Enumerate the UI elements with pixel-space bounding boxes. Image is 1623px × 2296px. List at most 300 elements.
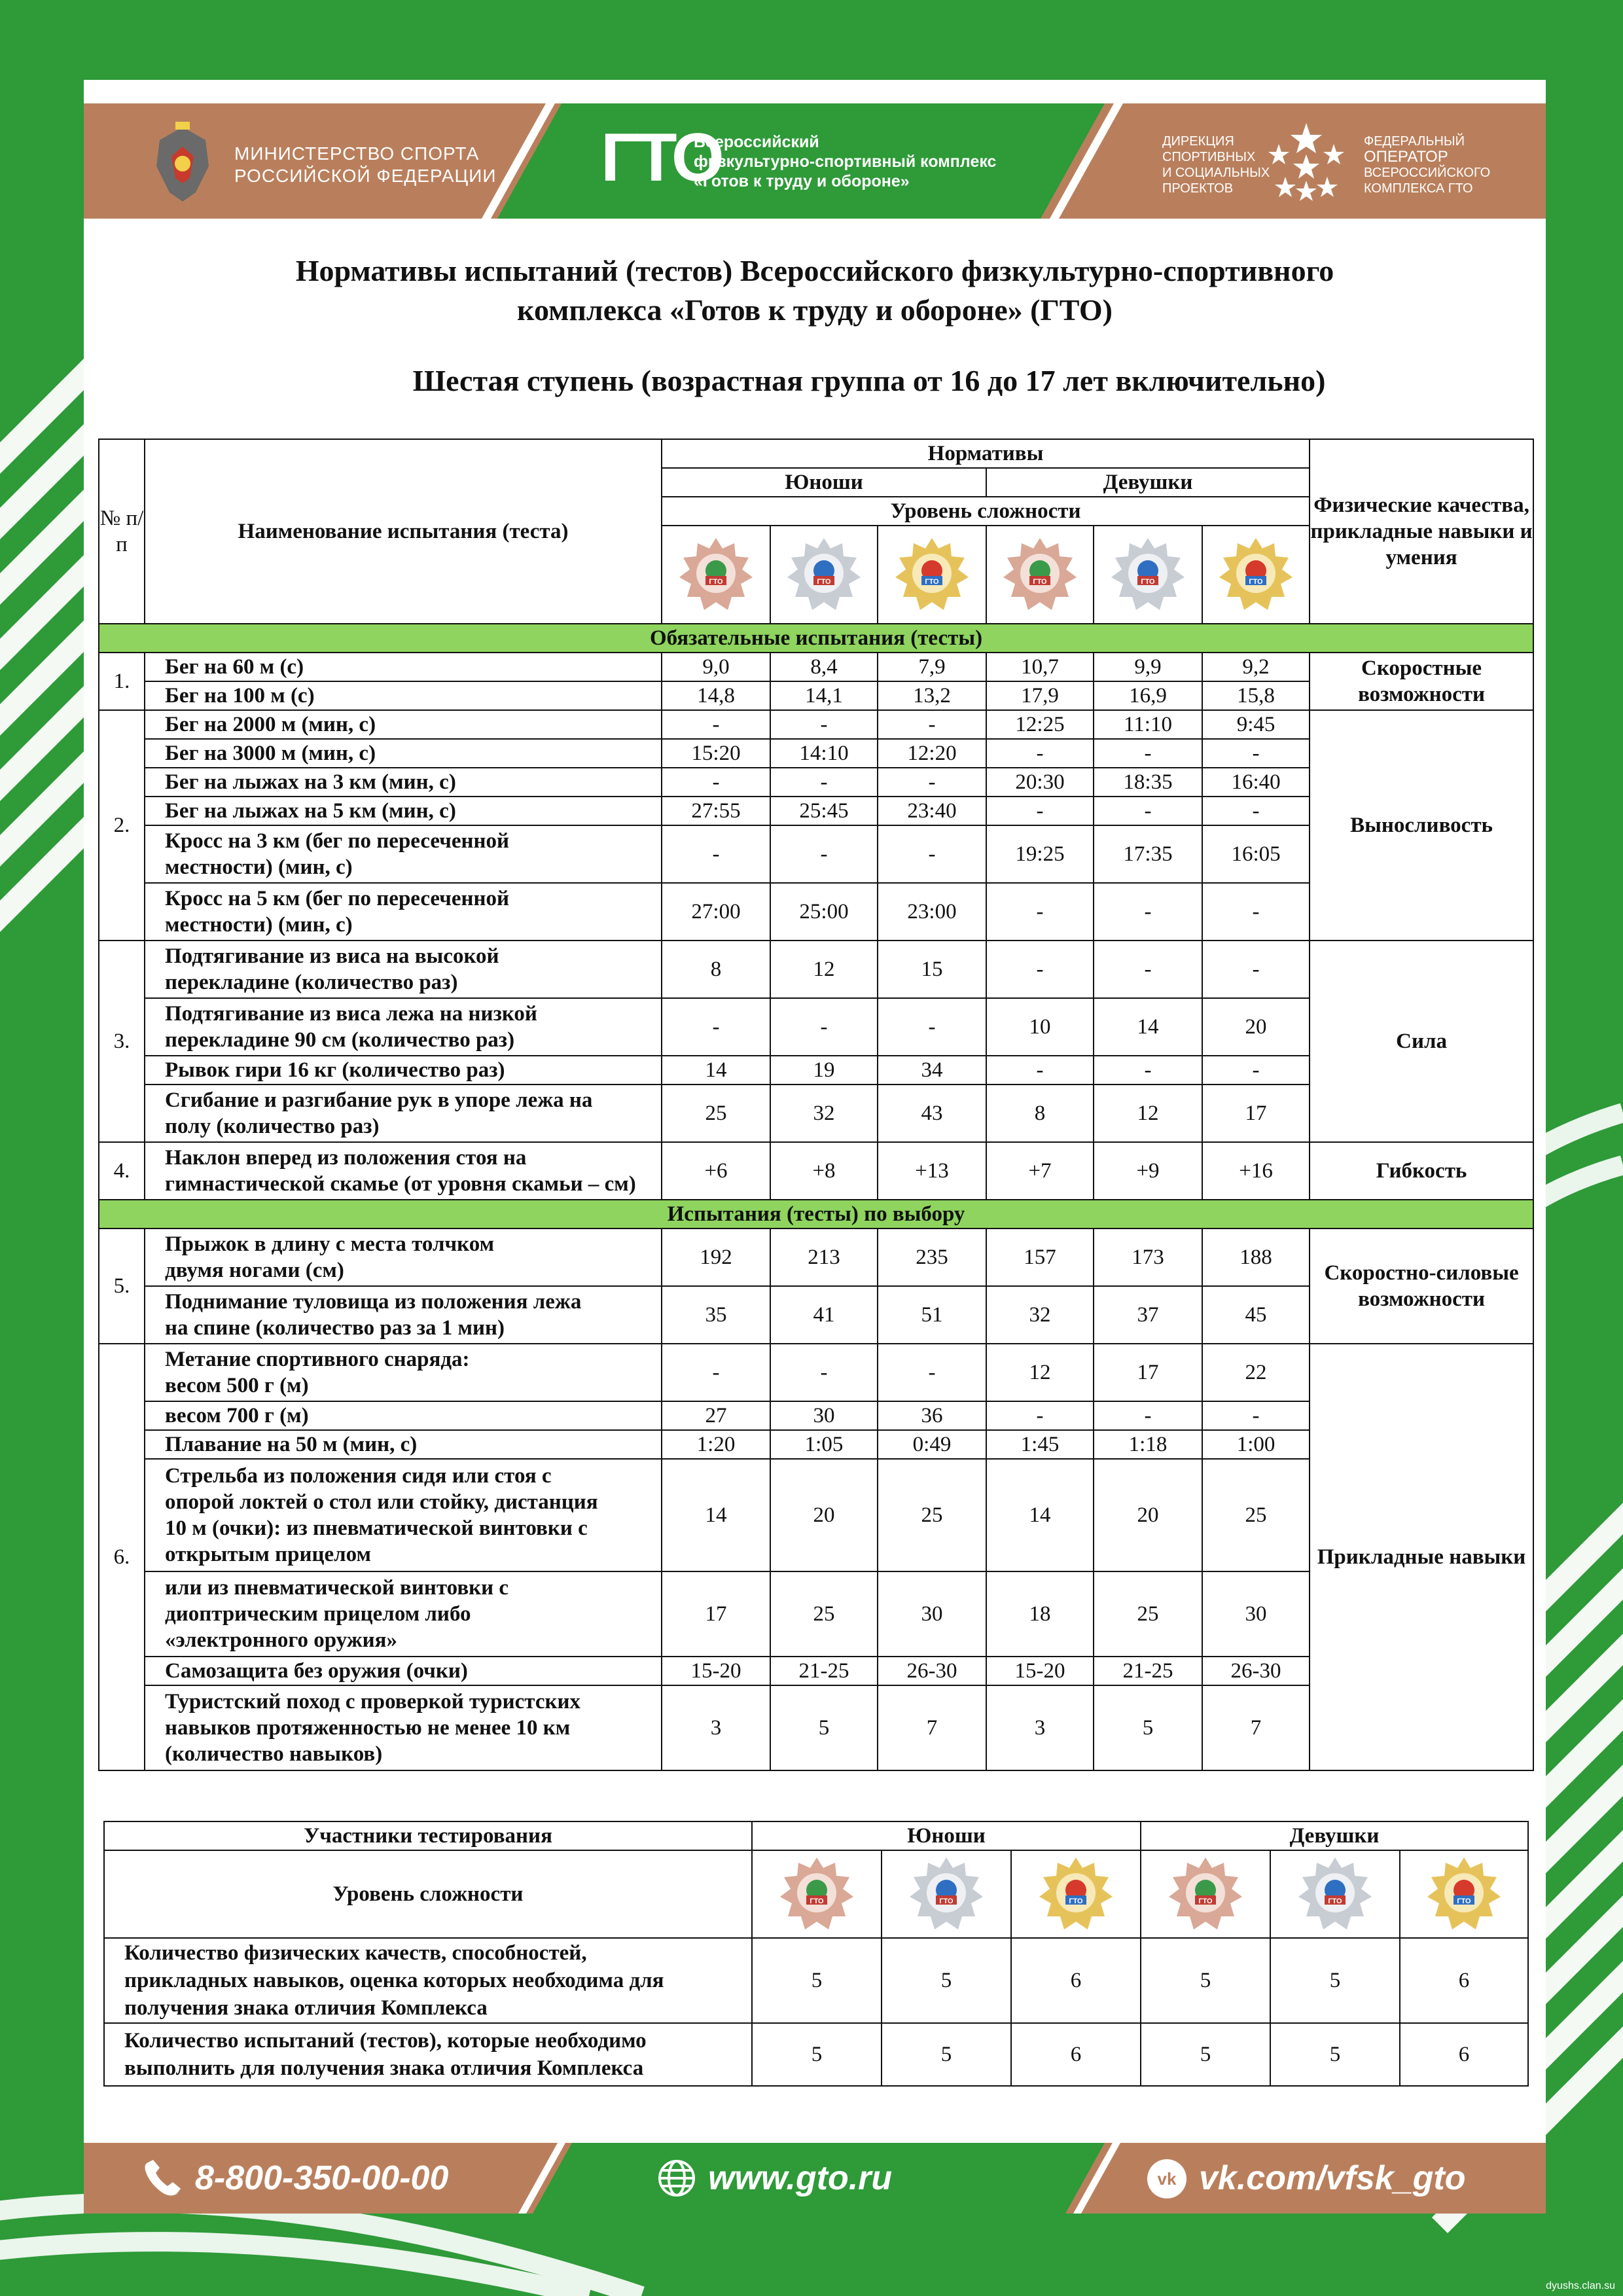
summary-row-label: [104, 1938, 752, 2023]
gold-badge-icon: [1037, 1855, 1115, 1933]
row-number: 4.: [99, 1142, 145, 1200]
star-wreath-icon: [1262, 118, 1351, 207]
norm-value: -: [1202, 739, 1310, 768]
norm-value: 16:40: [1202, 768, 1310, 797]
norm-value: 9:45: [1202, 710, 1310, 739]
row-number: 6.: [99, 1344, 145, 1770]
norm-value: 20: [770, 1459, 878, 1571]
bronze-badge-icon: [777, 1855, 856, 1933]
section-optional: [99, 1200, 1533, 1229]
test-name-line: 10 м (очки): из пневматической винтовки с: [165, 1516, 588, 1540]
test-name: [145, 883, 662, 941]
test-name-line: или из пневматической винтовки с: [165, 1576, 509, 1600]
norm-value: -: [878, 768, 986, 797]
norm-value: 7,9: [878, 653, 986, 681]
norm-value: +7: [986, 1142, 1094, 1200]
watermark: dyushs.clan.su: [1546, 2280, 1615, 2291]
test-name-line: двумя ногами (см): [165, 1259, 344, 1282]
footer-vk[interactable]: vk.com/vfsk_gto: [1199, 2159, 1466, 2197]
test-name-line: местности) (мин, с): [165, 913, 353, 937]
footer-site[interactable]: www.gto.ru: [708, 2159, 893, 2197]
summary-label-line: выполнить для получения знака отличия Комплекса: [124, 2056, 644, 2080]
row-number: 3.: [99, 941, 145, 1142]
norm-value: 15,8: [1202, 681, 1310, 710]
col-qualities-header: Физические качества, прикладные навыки и умения: [1310, 439, 1533, 624]
summary-label-line: прикладных навыков, оценка которых необходима для: [124, 1969, 664, 1992]
norm-value: 12: [1094, 1085, 1202, 1142]
norm-value: 21-25: [1094, 1657, 1202, 1685]
norm-value: 25:45: [770, 797, 878, 825]
norm-value: 26-30: [878, 1657, 986, 1685]
norm-value: 35: [662, 1286, 770, 1344]
test-name-line: «электронного оружия»: [165, 1628, 398, 1652]
norm-value: 14: [662, 1459, 770, 1571]
norm-value: 43: [878, 1085, 986, 1142]
norm-value: 1:18: [1094, 1430, 1202, 1459]
norm-value: 1:45: [986, 1430, 1094, 1459]
norm-value: 30: [1202, 1571, 1310, 1657]
test-name-line: на спине (количество раз за 1 мин): [165, 1316, 505, 1340]
summary-value: 5: [1141, 2023, 1270, 2086]
gto-logo: ГТО: [601, 120, 721, 196]
norm-value: -: [1202, 797, 1310, 825]
gto-line-2: физкультурно-спортивный комплекс: [694, 152, 997, 171]
footer-phone[interactable]: 8-800-350-00-00: [195, 2159, 449, 2197]
norms-table: [98, 439, 1534, 1771]
norm-value: -: [662, 768, 770, 797]
norm-value: 51: [878, 1286, 986, 1344]
norm-value: 13,2: [878, 681, 986, 710]
norm-value: 7: [878, 1685, 986, 1770]
norm-value: 1:00: [1202, 1430, 1310, 1459]
norm-value: -: [770, 825, 878, 883]
summary-badge-silver: [1270, 1850, 1400, 1938]
test-name-line: Кросс на 3 км (бег по пересеченной: [165, 829, 510, 853]
quality-label: Скоростные возможности: [1310, 653, 1533, 710]
norm-value: 20: [1202, 998, 1310, 1056]
norm-value: 27:55: [662, 797, 770, 825]
test-name: [145, 1344, 662, 1401]
norm-value: -: [986, 1056, 1094, 1085]
norm-value: 1:20: [662, 1430, 770, 1459]
norm-value: 14: [662, 1056, 770, 1085]
section-optional-label: Испытания (тесты) по выбору: [99, 1200, 1533, 1229]
norm-value: +16: [1202, 1142, 1310, 1200]
norm-value: -: [1202, 883, 1310, 941]
norm-value: -: [1202, 1401, 1310, 1430]
norm-value: 27:00: [662, 883, 770, 941]
norm-value: -: [878, 825, 986, 883]
test-name-line: Подтягивание из виса лежа на низкой: [165, 1002, 537, 1026]
ministry-line-1: МИНИСТЕРСТВО СПОРТА: [234, 143, 480, 164]
norm-value: 34: [878, 1056, 986, 1085]
globe-icon: [657, 2159, 696, 2198]
summary-badge-bronze: [1141, 1850, 1270, 1938]
norm-value: 32: [986, 1286, 1094, 1344]
test-name: [145, 1142, 662, 1200]
norm-value: 157: [986, 1229, 1094, 1286]
norm-value: 5: [770, 1685, 878, 1770]
summary-value: 6: [1011, 2023, 1141, 2086]
test-name: [145, 998, 662, 1056]
col-num-header: № п/п: [99, 439, 145, 624]
silver-badge-icon: [785, 535, 863, 614]
summary-value: 5: [752, 1938, 882, 2023]
test-name-line: Туристский поход с проверкой туристских: [165, 1690, 581, 1713]
test-name-line: Метание спортивного снаряда:: [165, 1348, 470, 1371]
test-name: [145, 1286, 662, 1344]
norm-value: -: [1094, 941, 1202, 998]
row-number: 2.: [99, 710, 145, 941]
norm-value: 45: [1202, 1286, 1310, 1344]
table-row: [99, 1142, 1533, 1200]
norm-value: 17: [662, 1571, 770, 1657]
test-name-line: Стрельба из положения сидя или стоя с: [165, 1464, 552, 1488]
norm-value: 20: [1094, 1459, 1202, 1571]
test-name-line: Прыжок в длину с места толчком: [165, 1232, 495, 1256]
test-name-line: диоптрическим прицелом либо: [165, 1602, 471, 1626]
norm-value: 23:40: [878, 797, 986, 825]
badge-text: ГТО: [1033, 578, 1047, 586]
norm-value: 26-30: [1202, 1657, 1310, 1685]
operator-name: [1364, 134, 1490, 196]
norm-value: 25:00: [770, 883, 878, 941]
norm-value: -: [1094, 1401, 1202, 1430]
norm-value: 15-20: [986, 1657, 1094, 1685]
test-name: Самозащита без оружия (очки): [145, 1657, 662, 1685]
norm-value: 9,0: [662, 653, 770, 681]
summary-table: [103, 1821, 1529, 2087]
bronze-badge-icon: [1166, 1855, 1245, 1933]
gto-line-3: «Готов к труду и обороне»: [694, 172, 910, 190]
col-name-header: Наименование испытания (теста): [145, 439, 662, 624]
ministry-line-2: РОССИЙСКОЙ ФЕДЕРАЦИИ: [234, 166, 497, 186]
gto-line-1: Всероссийский: [694, 133, 819, 151]
norm-value: -: [986, 941, 1094, 998]
norm-value: -: [878, 1344, 986, 1401]
summary-row: [104, 2023, 1528, 2086]
norm-value: -: [662, 998, 770, 1056]
summary-value: 5: [882, 2023, 1011, 2086]
table-row: [99, 1344, 1533, 1401]
norm-value: 15:20: [662, 739, 770, 768]
test-name-line: Кросс на 5 км (бег по пересеченной: [165, 887, 510, 910]
norm-value: 32: [770, 1085, 878, 1142]
norm-value: -: [770, 710, 878, 739]
test-name-line: весом 500 г (м): [165, 1374, 309, 1397]
test-name: Бег на лыжах на 3 км (мин, с): [145, 768, 662, 797]
table-row: [99, 941, 1533, 998]
summary-level-header: Уровень сложности: [104, 1850, 752, 1938]
summary-badge-gold: [1400, 1850, 1528, 1938]
title-line-1: Нормативы испытаний (тестов) Всероссийского физкультурно-спортивного: [295, 254, 1334, 287]
op-line-3: ВСЕРОССИЙСКОГО: [1364, 166, 1491, 180]
page-title: [123, 251, 1507, 330]
norm-value: 192: [662, 1229, 770, 1286]
summary-value: 5: [752, 2023, 882, 2086]
norm-value: +9: [1094, 1142, 1202, 1200]
test-name: Плавание на 50 м (мин, с): [145, 1430, 662, 1459]
silver-badge-icon: [1296, 1855, 1374, 1933]
test-name-line: Подтягивание из виса на высокой: [165, 944, 499, 968]
summary-badge-gold: [1011, 1850, 1141, 1938]
summary-value: 5: [1141, 1938, 1270, 2023]
poster-sheet: [84, 80, 1546, 2214]
norm-value: 11:10: [1094, 710, 1202, 739]
gold-badge-icon: [1425, 1855, 1503, 1933]
quality-label: Сила: [1310, 941, 1533, 1142]
header-band: [84, 103, 1546, 219]
norm-value: 25: [1094, 1571, 1202, 1657]
test-name-line: (количество навыков): [165, 1742, 383, 1766]
norm-value: -: [986, 739, 1094, 768]
norm-value: 19: [770, 1056, 878, 1085]
badge-bronze-girls: [986, 526, 1094, 624]
dir-line-4: ПРОЕКТОВ: [1162, 181, 1234, 196]
test-name-line: полу (количество раз): [165, 1115, 380, 1138]
test-name: Бег на лыжах на 5 км (мин, с): [145, 797, 662, 825]
norm-value: 27: [662, 1401, 770, 1430]
norm-value: 25: [1202, 1459, 1310, 1571]
norm-value: 9,2: [1202, 653, 1310, 681]
norm-value: 14: [1094, 998, 1202, 1056]
norm-value: 18:35: [1094, 768, 1202, 797]
page-subtitle: Шестая ступень (возрастная группа от 16 до 17 лет включительно): [412, 364, 1326, 397]
badge-text: ГТО: [1457, 1897, 1471, 1905]
test-name: Бег на 3000 м (мин, с): [145, 739, 662, 768]
norm-value: -: [662, 1344, 770, 1401]
test-name: [145, 941, 662, 998]
test-name: [145, 1229, 662, 1286]
norm-value: 3: [662, 1685, 770, 1770]
norm-value: 7: [1202, 1685, 1310, 1770]
table-row: [99, 710, 1533, 739]
norm-value: 19:25: [986, 825, 1094, 883]
silver-badge-icon: [1109, 535, 1187, 614]
norm-value: 14,1: [770, 681, 878, 710]
row-number: 1.: [99, 653, 145, 710]
badge-text: ГТО: [709, 578, 723, 586]
norm-value: -: [878, 710, 986, 739]
norm-value: 25: [770, 1571, 878, 1657]
test-name: [145, 1571, 662, 1657]
norm-value: 235: [878, 1229, 986, 1286]
summary-value: 5: [882, 1938, 1011, 2023]
norm-value: -: [1094, 797, 1202, 825]
norm-value: +13: [878, 1142, 986, 1200]
norm-value: +8: [770, 1142, 878, 1200]
summary-value: 6: [1400, 2023, 1528, 2086]
phone-icon: [143, 2159, 185, 2198]
norm-value: -: [1094, 739, 1202, 768]
norm-value: 22: [1202, 1344, 1310, 1401]
bronze-badge-icon: [1001, 535, 1079, 614]
norm-value: 8: [662, 941, 770, 998]
norm-value: -: [1202, 1056, 1310, 1085]
summary-label-line: Количество физических качеств, способностей,: [124, 1941, 587, 1965]
norm-value: -: [662, 825, 770, 883]
norm-value: 23:00: [878, 883, 986, 941]
badge-text: ГТО: [1198, 1897, 1213, 1905]
norm-value: 37: [1094, 1286, 1202, 1344]
summary-label-line: Количество испытаний (тестов), которые необходимо: [124, 2029, 647, 2053]
test-name-line: местности) (мин, с): [165, 855, 353, 879]
norm-value: 21-25: [770, 1657, 878, 1685]
norm-value: 14,8: [662, 681, 770, 710]
norms-header: Нормативы: [662, 439, 1310, 468]
dir-line-1: ДИРЕКЦИЯ: [1162, 134, 1234, 149]
norm-value: 18: [986, 1571, 1094, 1657]
quality-label: Выносливость: [1310, 710, 1533, 941]
test-name: [145, 825, 662, 883]
test-name-line: Поднимание туловища из положения лежа: [165, 1290, 582, 1314]
norm-value: 41: [770, 1286, 878, 1344]
test-name: Бег на 2000 м (мин, с): [145, 710, 662, 739]
badge-text: ГТО: [1328, 1897, 1342, 1905]
test-name: Бег на 60 м (с): [145, 653, 662, 681]
badge-gold-boys: [878, 526, 986, 624]
coat-of-arms-icon: [147, 120, 219, 204]
test-name: [145, 1685, 662, 1770]
test-name-line: опорой локтей о стол или стойку, дистанция: [165, 1490, 598, 1514]
bronze-badge-icon: [677, 535, 755, 614]
badge-gold-girls: [1202, 526, 1310, 624]
norm-value: -: [662, 710, 770, 739]
test-name-line: Сгибание и разгибание рук в упоре лежа на: [165, 1088, 593, 1112]
test-name: Бег на 100 м (с): [145, 681, 662, 710]
summary-value: 6: [1011, 1938, 1141, 2023]
dir-line-2: СПОРТИВНЫХ: [1162, 150, 1256, 164]
norm-value: -: [986, 1401, 1094, 1430]
norm-value: 10: [986, 998, 1094, 1056]
norm-value: 25: [662, 1085, 770, 1142]
norm-value: 1:05: [770, 1430, 878, 1459]
op-line-2: ОПЕРАТОР: [1364, 148, 1448, 166]
norm-value: 15: [878, 941, 986, 998]
norm-value: 0:49: [878, 1430, 986, 1459]
norm-value: 36: [878, 1401, 986, 1430]
norm-value: 16:05: [1202, 825, 1310, 883]
summary-girls-header: Девушки: [1141, 1821, 1528, 1850]
gold-badge-icon: [1217, 535, 1295, 614]
badge-text: ГТО: [939, 1897, 954, 1905]
norm-value: 17,9: [986, 681, 1094, 710]
norm-value: 8: [986, 1085, 1094, 1142]
test-name-line: гимнастической скамье (от уровня скамьи – см): [165, 1172, 636, 1196]
norm-value: 14: [986, 1459, 1094, 1571]
norm-value: 25: [878, 1459, 986, 1571]
svg-text:vk: vk: [1157, 2169, 1177, 2189]
norm-value: 30: [770, 1401, 878, 1430]
test-name-line: навыков протяженностью не менее 10 км: [165, 1716, 571, 1740]
norm-value: 3: [986, 1685, 1094, 1770]
test-name: весом 700 г (м): [145, 1401, 662, 1430]
summary-row: [104, 1938, 1528, 2023]
table-row: [99, 653, 1533, 681]
norm-value: 16,9: [1094, 681, 1202, 710]
badge-silver-girls: [1094, 526, 1202, 624]
summary-label-line: получения знака отличия Комплекса: [124, 1996, 488, 2020]
test-name-line: открытым прицелом: [165, 1543, 372, 1566]
gold-badge-icon: [893, 535, 971, 614]
norm-value: -: [1094, 1056, 1202, 1085]
test-name-line: перекладине (количество раз): [165, 971, 458, 994]
section-mandatory: [99, 624, 1533, 653]
norm-value: +6: [662, 1142, 770, 1200]
badge-text: ГТО: [925, 578, 939, 586]
summary-row-label: [104, 2023, 752, 2086]
directorate-name: [1162, 134, 1270, 196]
norm-value: 12:20: [878, 739, 986, 768]
participants-header: Участники тестирования: [104, 1821, 752, 1850]
norm-value: -: [878, 998, 986, 1056]
norm-value: 15-20: [662, 1657, 770, 1685]
norm-value: 12: [986, 1344, 1094, 1401]
quality-label: Прикладные навыки: [1310, 1344, 1533, 1770]
gto-full-name: [694, 132, 996, 191]
test-name: [145, 1085, 662, 1142]
summary-boys-header: Юноши: [752, 1821, 1141, 1850]
test-name: Рывок гири 16 кг (количество раз): [145, 1056, 662, 1085]
vk-icon: [1147, 2159, 1187, 2199]
norm-value: 17: [1094, 1344, 1202, 1401]
norm-value: 30: [878, 1571, 986, 1657]
norm-value: 173: [1094, 1229, 1202, 1286]
footer-band: [84, 2143, 1546, 2214]
norm-value: 188: [1202, 1229, 1310, 1286]
summary-value: 5: [1270, 1938, 1400, 2023]
norm-value: -: [770, 768, 878, 797]
norm-value: 12: [770, 941, 878, 998]
summary-value: 5: [1270, 2023, 1400, 2086]
quality-label: Скоростно-силовые возможности: [1310, 1229, 1533, 1344]
badge-bronze-boys: [662, 526, 770, 624]
badge-text: ГТО: [810, 1897, 824, 1905]
quality-label: Гибкость: [1310, 1142, 1533, 1200]
norm-value: 17: [1202, 1085, 1310, 1142]
norm-value: -: [770, 998, 878, 1056]
summary-value: 6: [1400, 1938, 1528, 2023]
norm-value: 14:10: [770, 739, 878, 768]
badge-text: ГТО: [817, 578, 831, 586]
test-name-line: перекладине 90 см (количество раз): [165, 1028, 515, 1052]
norm-value: 213: [770, 1229, 878, 1286]
test-name-line: Наклон вперед из положения стоя на: [165, 1146, 527, 1170]
norm-value: 20:30: [986, 768, 1094, 797]
table-row: [99, 1229, 1533, 1286]
badge-silver-boys: [770, 526, 878, 624]
badge-text: ГТО: [1141, 578, 1155, 586]
summary-badge-silver: [882, 1850, 1011, 1938]
ministry-name: [234, 143, 496, 187]
norm-value: 8,4: [770, 653, 878, 681]
level-header: Уровень сложности: [662, 497, 1310, 526]
norm-value: -: [1094, 883, 1202, 941]
norm-value: 5: [1094, 1685, 1202, 1770]
op-line-4: КОМПЛЕКСА ГТО: [1364, 181, 1473, 196]
test-name: [145, 1459, 662, 1571]
girls-header: Девушки: [986, 468, 1310, 497]
dir-line-3: И СОЦИАЛЬНЫХ: [1162, 166, 1270, 180]
norm-value: -: [986, 797, 1094, 825]
norm-value: 10,7: [986, 653, 1094, 681]
op-line-1: ФЕДЕРАЛЬНЫЙ: [1364, 134, 1465, 149]
row-number: 5.: [99, 1229, 145, 1344]
summary-badge-bronze: [752, 1850, 882, 1938]
title-line-2: комплекса «Готов к труду и обороне» (ГТО): [517, 293, 1113, 327]
silver-badge-icon: [907, 1855, 986, 1933]
boys-header: Юноши: [662, 468, 986, 497]
